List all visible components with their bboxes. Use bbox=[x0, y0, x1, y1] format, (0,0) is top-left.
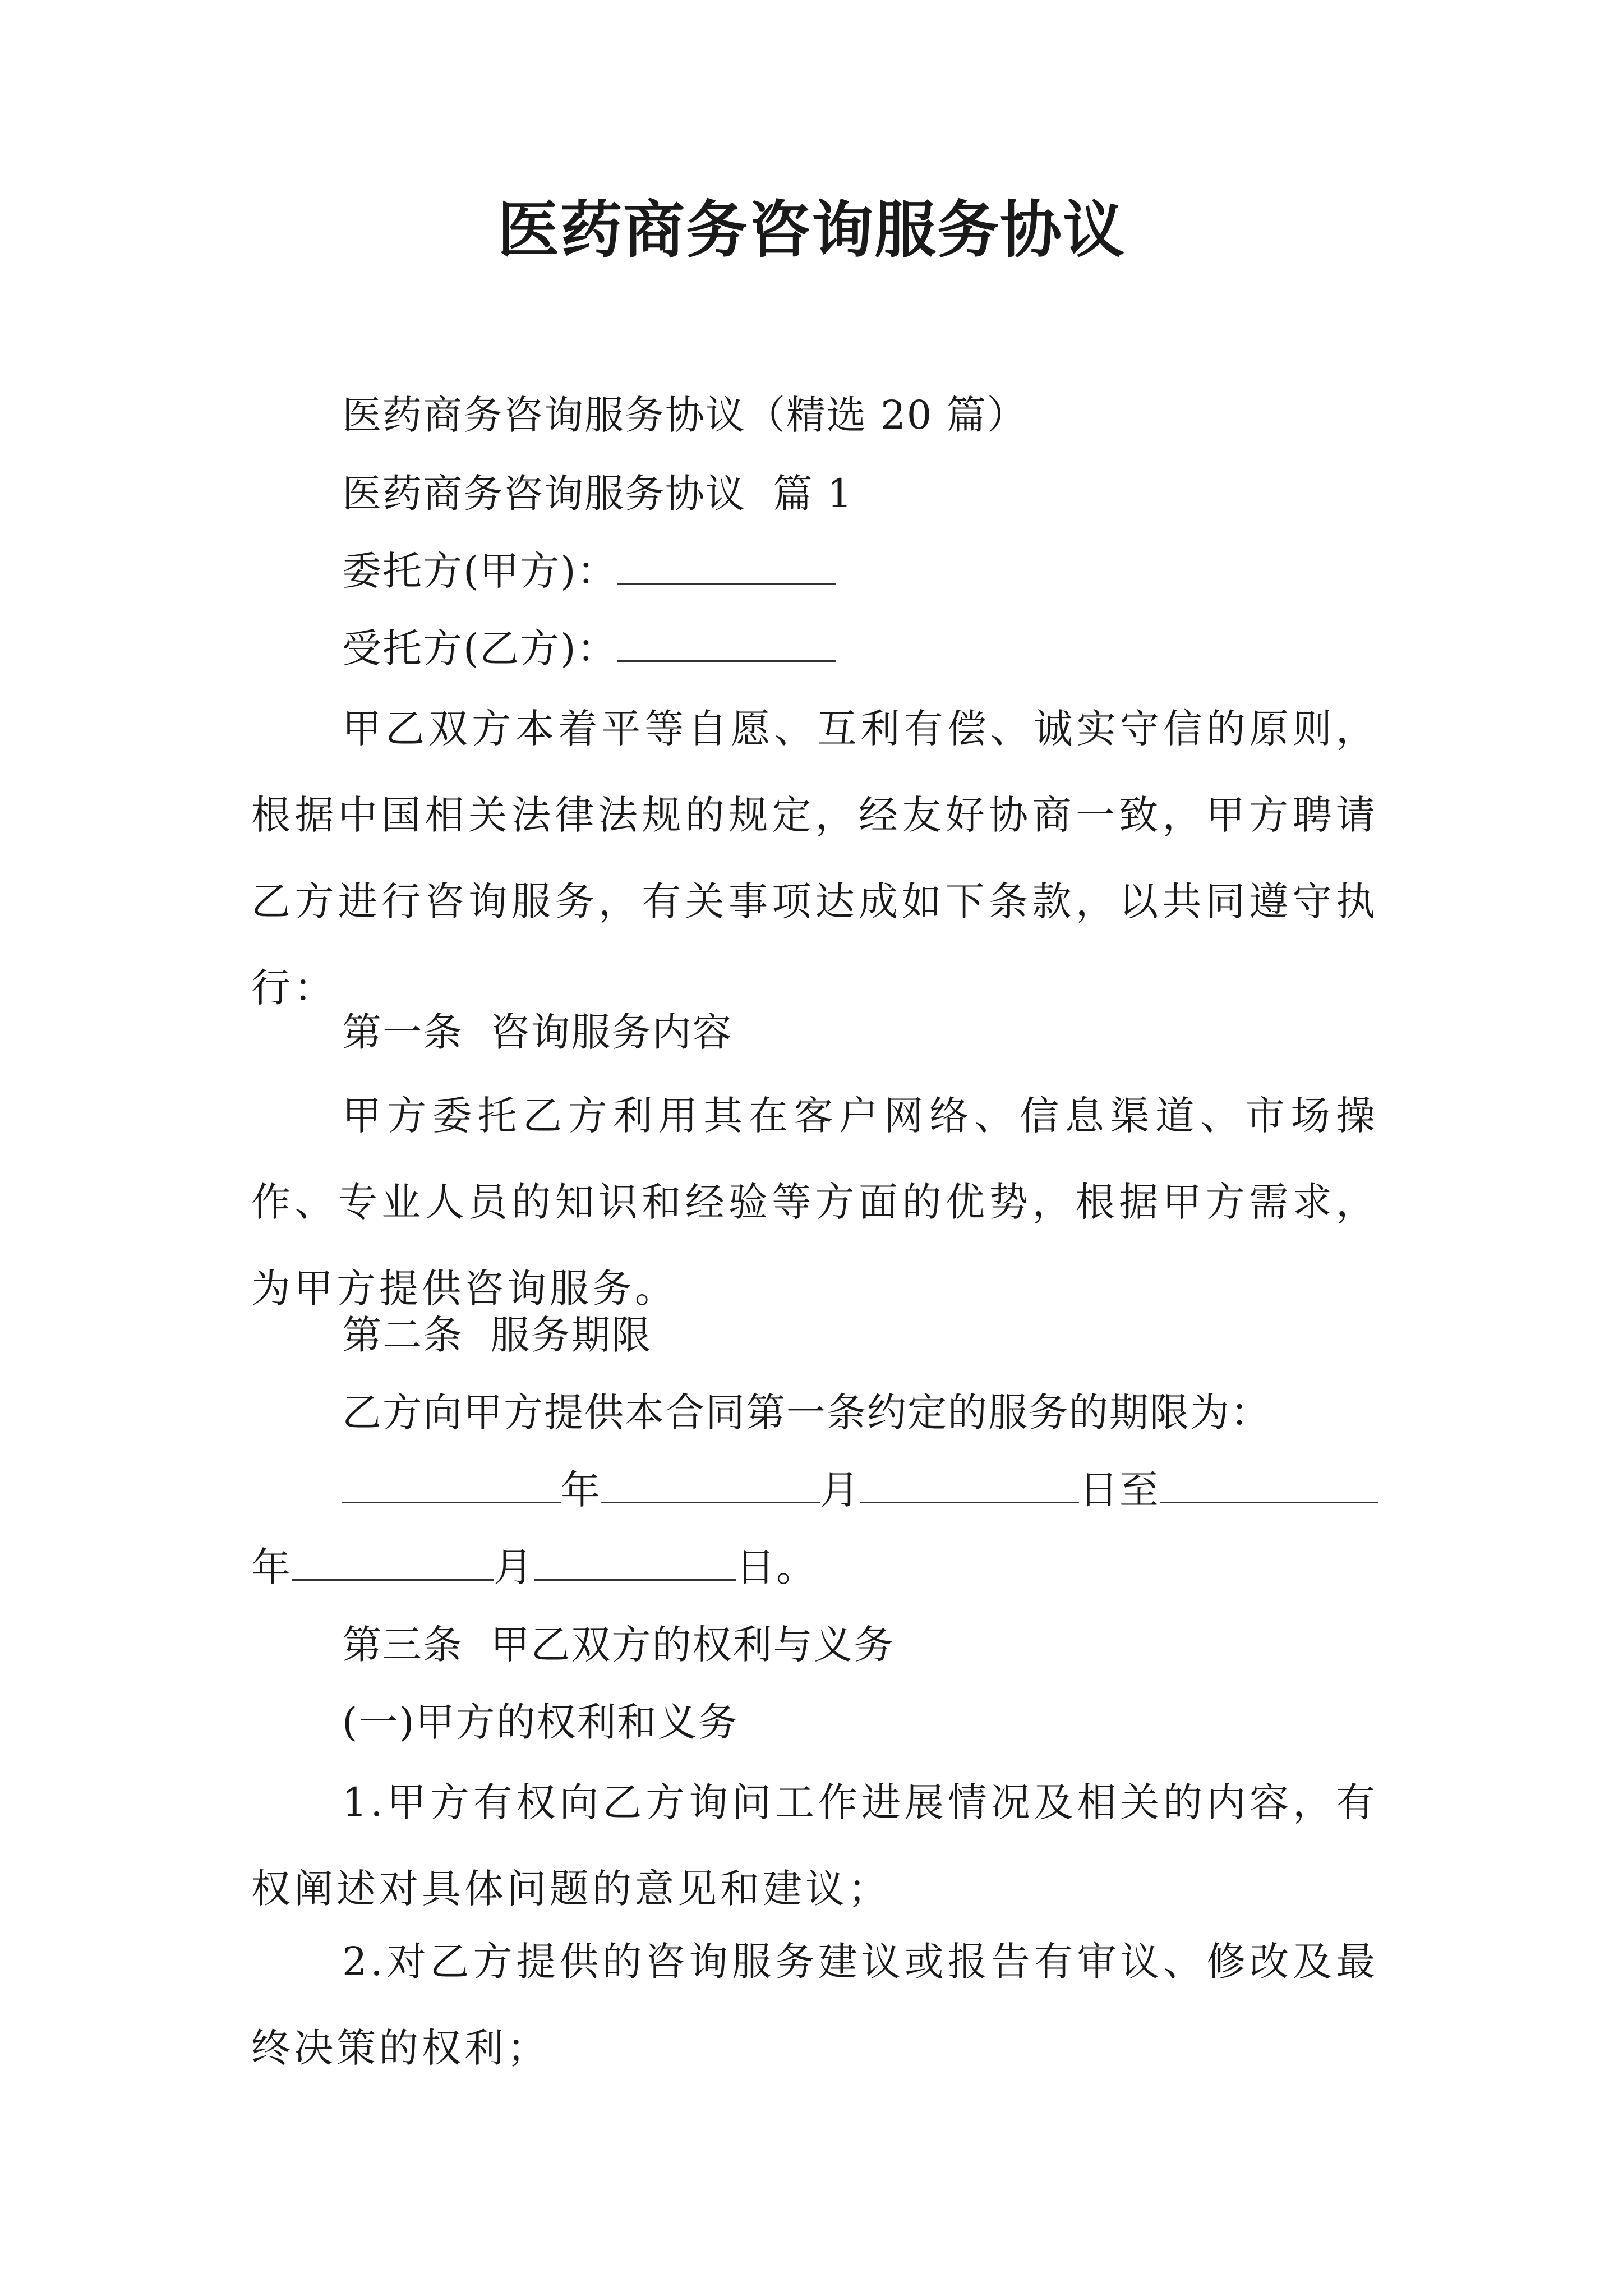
intro-line: 医药商务咨询服务协议（精选 20 篇） bbox=[342, 392, 1027, 438]
end-year-blank[interactable] bbox=[1160, 1468, 1378, 1503]
item-2: 2.对乙方提供的咨询服务建议或报告有审议、修改及最终决策的权利； bbox=[251, 1939, 1378, 2071]
preamble-paragraph: 甲乙双方本着平等自愿、互利有偿、诚实守信的原则，根据中国相关法律法规的规定，经友好协商一致，甲方聘请乙方进行咨询服务，有关事项达成如下条款，以共同遵守执行： bbox=[251, 706, 1378, 1011]
article-heading: 医药商务咨询服务协议 篇 1 bbox=[342, 471, 854, 517]
start-month-blank[interactable] bbox=[601, 1468, 820, 1503]
end-day-label: 日。 bbox=[736, 1544, 817, 1590]
clause1-heading: 第一条 咨询服务内容 bbox=[342, 1009, 733, 1055]
party-a-blank[interactable] bbox=[617, 549, 836, 585]
start-year-blank[interactable] bbox=[342, 1468, 561, 1503]
party-b-label: 受托方(乙方)： bbox=[342, 625, 617, 671]
start-day-blank[interactable] bbox=[860, 1468, 1079, 1503]
end-day-blank[interactable] bbox=[534, 1545, 736, 1581]
end-month-blank[interactable] bbox=[292, 1545, 494, 1581]
party-b-blank[interactable] bbox=[617, 627, 836, 662]
date-range-line-1 bbox=[342, 1462, 1378, 1518]
clause2-heading: 第二条 服务期限 bbox=[342, 1312, 652, 1358]
party-a-label: 委托方(甲方)： bbox=[342, 548, 617, 594]
clause3-heading: 第三条 甲乙双方的权利与义务 bbox=[342, 1622, 895, 1668]
clause1-body: 甲方委托乙方利用其在客户网络、信息渠道、市场操作、专业人员的知识和经验等方面的优势，根据甲方需求，为甲方提供咨询服务。 bbox=[251, 1093, 1378, 1312]
document-title: 医药商务咨询服务协议 bbox=[497, 194, 1126, 266]
item-1: 1.甲方有权向乙方询问工作进展情况及相关的内容，有权阐述对具体问题的意见和建议； bbox=[251, 1779, 1378, 1912]
party-b-line bbox=[342, 620, 836, 677]
start-day-to-label: 日至 bbox=[1079, 1467, 1160, 1513]
end-month-label: 月 bbox=[494, 1544, 534, 1590]
sub-heading-party-a: (一)甲方的权利和义务 bbox=[342, 1699, 739, 1745]
date-range-line-2 bbox=[251, 1539, 817, 1595]
clause2-body: 乙方向甲方提供本合同第一条约定的服务的期限为： bbox=[342, 1389, 1271, 1435]
start-month-label: 月 bbox=[820, 1467, 860, 1513]
start-year-label: 年 bbox=[561, 1467, 601, 1513]
end-year-label: 年 bbox=[251, 1544, 292, 1590]
party-a-line bbox=[342, 543, 836, 599]
